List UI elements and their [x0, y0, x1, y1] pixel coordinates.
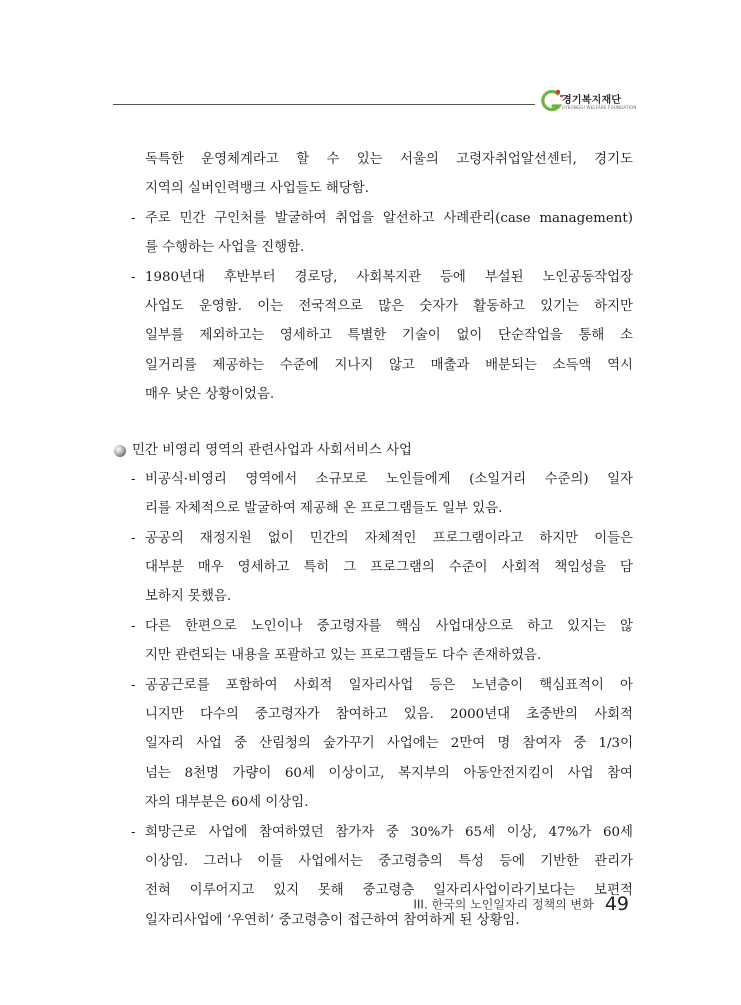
text-line: 지만 관련되는 내용을 포괄하고 있는 프로그램들도 다수 존재하였음.: [145, 648, 542, 664]
bullet-first-line: [113, 818, 633, 847]
dash-marker: -: [131, 210, 136, 226]
bullet-item: [113, 818, 633, 936]
bullet-item: [113, 465, 633, 524]
header-rule: [113, 104, 535, 105]
text-line: 주로 민간 구인처를 발굴하여 취업을 알선하고 사례관리(case management): [145, 210, 633, 226]
text-line: 니지만 다수의 중고령자가 참여하고 있음. 2000년대 초중반의 사회적: [145, 707, 633, 723]
bullet-item: [113, 204, 633, 263]
text-line: 매우 낮은 상황이었음.: [145, 387, 275, 403]
bullet-first-line: [113, 524, 633, 553]
body-text: [113, 145, 633, 935]
foundation-logo-icon: [538, 88, 564, 116]
bullet-item: [113, 612, 633, 671]
text-line: 대부분 매우 영세하고 특히 그 프로그램의 수준이 사회적 책임성을 담: [145, 560, 633, 576]
text-line: 를 수행하는 사업을 진행함.: [145, 240, 305, 256]
bullet-item: [113, 524, 633, 612]
dash-marker: -: [131, 677, 136, 693]
bullet-first-line: [113, 465, 633, 494]
text-line: 넘는 8천명 가량이 60세 이상이고, 복지부의 아동안전지킴이 사업 참여: [145, 765, 633, 781]
text-line: 희망근로 사업에 참여하였던 참가자 중 30%가 65세 이상, 47%가 60세: [145, 824, 633, 840]
dash-marker: -: [131, 824, 136, 840]
text-line: 일자리사업에 ‘우연히’ 중고령층이 접근하여 참여하게 된 상황임.: [145, 912, 520, 928]
text-line: 다른 한편으로 노인이나 중고령자를 핵심 사업대상으로 하고 있지는 않: [145, 618, 633, 634]
sphere-bullet-icon: [113, 444, 127, 458]
paragraph-continued: [113, 145, 633, 204]
text-line: 비공식·비영리 영역에서 소규모로 노인들에게 (소일거리 수준의) 일자: [145, 471, 633, 487]
text-line: 일거리를 제공하는 수준에 지나지 않고 매출과 배분되는 소득액 역시: [145, 357, 633, 373]
page-number: 49: [604, 893, 629, 915]
text-line: 공공의 재정지원 없이 민간의 자체적인 프로그램이라고 하지만 이들은: [145, 530, 633, 546]
text-line: 지역의 실버인력뱅크 사업들도 해당함.: [145, 181, 369, 197]
text-line: 일자리 사업 중 산림청의 숲가꾸기 사업에는 2만여 명 참여자 중 1/3이: [145, 736, 633, 752]
chapter-label: III. 한국의 노인일자리 정책의 변화: [413, 897, 594, 912]
text-line: 리를 자체적으로 발굴하여 제공해 온 프로그램들도 일부 있음.: [145, 501, 503, 517]
bullet-first-line: [113, 263, 633, 292]
text-line: 이상임. 그러나 이들 사업에서는 중고령층의 특성 등에 기반한 관리가: [145, 853, 633, 869]
section-heading: [113, 436, 633, 465]
dash-marker: -: [131, 269, 136, 285]
bullet-item: [113, 263, 633, 410]
text-line: 전혀 이루어지고 있지 못해 중고령층 일자리사업이라기보다는 보편적: [145, 883, 633, 899]
text-line: 사업도 운영함. 이는 전국적으로 많은 숫자가 활동하고 있기는 하지만: [145, 298, 633, 314]
bullet-first-line: [113, 612, 633, 641]
bullet-first-line: [113, 671, 633, 700]
text-line: 독특한 운영체계라고 할 수 있는 서울의 고령자취업알선센터, 경기도: [145, 152, 633, 167]
text-line: 1980년대 후반부터 경로당, 사회복지관 등에 부설된 노인공동작업장: [145, 269, 633, 285]
bullet-first-line: [113, 204, 633, 233]
text-line: 공공근로를 포함하여 사회적 일자리사업 등은 노년층이 핵심표적이 아: [145, 677, 633, 693]
logo-subtitle: GYEONGGI WELFARE FOUNDATION: [562, 105, 637, 110]
text-line: 일부를 제외하고는 영세하고 특별한 기술이 없이 단순작업을 통해 소: [145, 328, 633, 344]
dash-marker: -: [131, 530, 136, 546]
text-line: 보하지 못했음.: [145, 589, 232, 605]
section-title: 민간 비영리 영역의 관련사업과 사회서비스 사업: [132, 442, 412, 458]
page-footer: [413, 893, 629, 915]
bullet-item: [113, 671, 633, 818]
text-line: 자의 대부분은 60세 이상임.: [145, 795, 309, 811]
foundation-logo: [538, 88, 648, 122]
dash-marker: -: [131, 618, 136, 634]
logo-name: 경기복지재단: [562, 95, 622, 106]
dash-marker: -: [131, 471, 136, 487]
